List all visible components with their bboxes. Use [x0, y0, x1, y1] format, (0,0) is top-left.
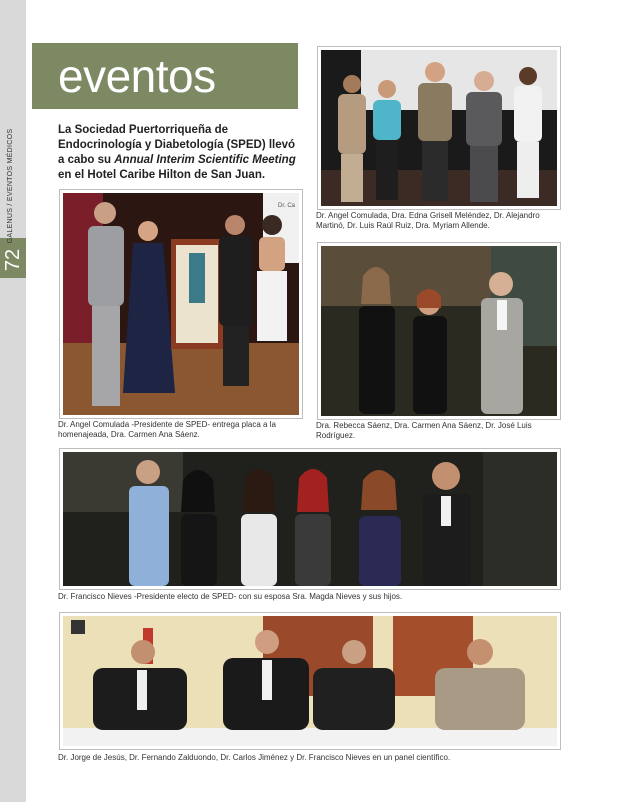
photo-group-five — [318, 47, 560, 209]
section-title: eventos — [58, 50, 216, 102]
caption-photo-1: Dr. Angel Comulada, Dra. Edna Grisell Meléndez, Dr. Alejandro Martinó, Dr. Luis Raúl Ruiz, Dra. Myriam Allende. — [316, 211, 540, 230]
caption-photo-2: Dr. Angel Comulada -Presidente de SPED- entrega placa a la homenajeada, Dra. Carmen Ana Sáenz. — [58, 420, 276, 439]
intro-meeting-name: Annual Interim Scientific Meeting — [114, 154, 296, 166]
intro-prefix: La Sociedad Puertorriqueña de Endocrinología y Diabetología (SPED) llevó a cabo su — [58, 124, 296, 166]
caption-photo-5: Dr. Jorge de Jesús, Dr. Fernando Zalduondo, Dr. Carlos Jiménez y Dr. Francisco Nieves en un panel científico. — [58, 753, 451, 762]
screen-text: Dr. Ca — [277, 203, 295, 209]
section-side-label: GALENUS / EVENTOS MÉDICOS — [7, 128, 14, 244]
photo-family-group — [60, 449, 560, 589]
photo-three-people — [318, 243, 560, 419]
intro-paragraph — [58, 123, 298, 183]
caption-photo-4: Dr. Francisco Nieves -Presidente electo de SPED- con su esposa Sra. Magda Nieves y sus hijos. — [58, 592, 403, 601]
page-number: 72 — [2, 248, 24, 272]
caption-photo-3: Dra. Rebecca Sáenz, Dra. Carmen Ana Sáenz, Dr. José Luis Rodríguez. — [316, 421, 532, 440]
intro-suffix: en el Hotel Caribe Hilton de San Juan. — [58, 169, 266, 181]
photo-plaque-presentation — [60, 190, 302, 418]
photo-scientific-panel — [60, 613, 560, 749]
